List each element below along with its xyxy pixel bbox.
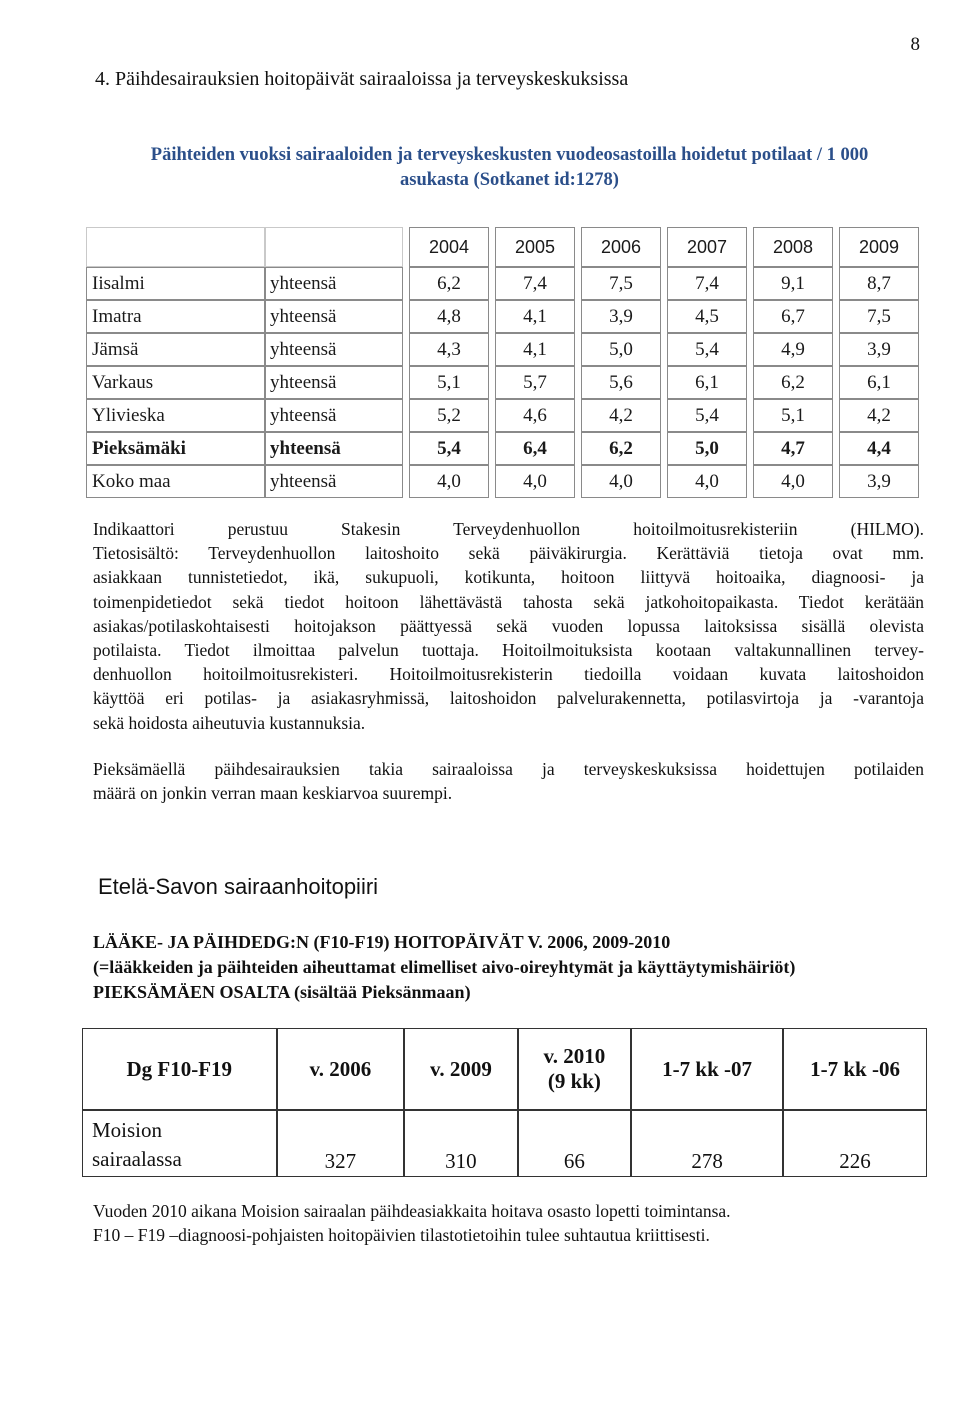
value-cell: 66: [518, 1110, 631, 1177]
value-cell: 4,6: [495, 399, 575, 432]
value-cell: 3,9: [839, 465, 919, 498]
value-cell: 3,9: [581, 300, 661, 333]
city-cell: Jämsä: [86, 333, 265, 366]
dg-header: v. 2006: [277, 1028, 405, 1110]
dg-header-line: (9 kk): [547, 1069, 601, 1093]
value-cell: 4,3: [409, 333, 489, 366]
total-label-cell: yhteensä: [265, 333, 403, 366]
paragraph-line: käyttöä eri potilas- ja asiakasryhmissä, laitoshoidon palvelurakennetta, potilasvirtoja ja -varantoja: [93, 688, 924, 709]
value-cell: 5,1: [753, 399, 833, 432]
value-cell: 6,7: [753, 300, 833, 333]
value-cell: 5,4: [409, 432, 489, 465]
total-label-cell: yhteensä: [265, 399, 403, 432]
value-cell: 5,4: [667, 333, 747, 366]
value-cell: 7,4: [667, 267, 747, 300]
dg-header: 1-7 kk -07: [631, 1028, 783, 1110]
dg-title-line: LÄÄKE- JA PÄIHDEDG:N (F10-F19) HOITOPÄIVÄT V. 2006, 2009-2010: [93, 932, 671, 952]
caption-line: asukasta (Sotkanet id:1278): [400, 170, 619, 190]
value-cell: 4,0: [581, 465, 661, 498]
value-cell: 4,1: [495, 300, 575, 333]
value-cell: 6,2: [581, 432, 661, 465]
value-cell: 4,9: [753, 333, 833, 366]
total-label-cell: yhteensä: [265, 465, 403, 498]
dg-header: [518, 1028, 631, 1110]
value-cell: 4,1: [495, 333, 575, 366]
header-blank-cell: [86, 227, 265, 267]
city-cell: Varkaus: [86, 366, 265, 399]
paragraph-line: denhuollon hoitoilmoitusrekisteri. Hoitoilmoitusrekisterin tiedoilla voidaan kuvata laitoshoidon: [93, 664, 924, 685]
value-cell: 4,0: [409, 465, 489, 498]
table-row: [82, 1110, 927, 1177]
value-cell: 327: [277, 1110, 405, 1177]
table-row: [86, 300, 919, 333]
dg-header: 1-7 kk -06: [783, 1028, 927, 1110]
value-cell: 6,2: [409, 267, 489, 300]
dg-header-line: v. 2010: [543, 1044, 606, 1068]
paragraph-line: asiakas/potilaskohtaisesti hoitojakson päättyessä sekä vuoden lopussa laitoksissa sisällä olevista: [93, 615, 924, 636]
value-cell: 310: [404, 1110, 517, 1177]
value-cell: 278: [631, 1110, 783, 1177]
city-cell: Imatra: [86, 300, 265, 333]
value-cell: 4,2: [581, 399, 661, 432]
city-cell: Iisalmi: [86, 267, 265, 300]
value-cell: 4,7: [753, 432, 833, 465]
total-label-cell: yhteensä: [265, 267, 403, 300]
value-cell: 4,2: [839, 399, 919, 432]
value-cell: 5,0: [667, 432, 747, 465]
city-cell: Koko maa: [86, 465, 265, 498]
dg-days-table: [82, 1028, 927, 1177]
dg-title-line: (=lääkkeiden ja päihteiden aiheuttamat elimelliset aivo-oireyhtymät ja käyttäytymishäiriöt): [93, 957, 796, 977]
total-label-cell: yhteensä: [265, 366, 403, 399]
value-cell: 6,2: [753, 366, 833, 399]
value-cell: 4,5: [667, 300, 747, 333]
table-row: [86, 267, 919, 300]
row-label: [82, 1110, 277, 1177]
value-cell: 4,8: [409, 300, 489, 333]
pieksamaki-summary: [93, 757, 924, 805]
value-cell: 7,5: [581, 267, 661, 300]
note-line: F10 – F19 –diagnoosi-pohjaisten hoitopäivien tilastotietoihin tulee suhtautua kriittisesti.: [93, 1225, 710, 1245]
dg-title-line: PIEKSÄMÄEN OSALTA (sisältää Pieksänmaan): [93, 982, 471, 1002]
sotkanet-table: [86, 227, 919, 498]
table-caption: [96, 143, 923, 193]
value-cell: 4,4: [839, 432, 919, 465]
notes: [93, 1199, 731, 1247]
paragraph-line: sekä hoidosta aiheutuvia kustannuksia.: [93, 712, 366, 733]
city-cell: Ylivieska: [86, 399, 265, 432]
value-cell: 7,5: [839, 300, 919, 333]
value-cell: 8,7: [839, 267, 919, 300]
paragraph-line: Tietosisältö: Terveydenhuollon laitoshoito sekä päiväkirurgia. Kerättäviä tietoja ovat mm.: [93, 543, 924, 564]
dg-title: [93, 930, 795, 1005]
note-line: Vuoden 2010 aikana Moision sairaalan päihdeasiakkaita hoitava osasto lopetti toimintansa.: [93, 1201, 731, 1221]
value-cell: 5,7: [495, 366, 575, 399]
value-cell: 5,6: [581, 366, 661, 399]
paragraph-line: potilaista. Tiedot ilmoittaa palvelun tuottaja. Hoitoilmoituksista kootaan valtakunnallinen tervey-: [93, 640, 924, 661]
paragraph-line: toimenpidetiedot sekä tiedot hoitoon lähettävästä tahosta sekä jatkohoitopaikasta. Tiedot kerätään: [93, 591, 924, 612]
value-cell: 5,1: [409, 366, 489, 399]
indicator-description: [93, 517, 924, 735]
value-cell: 5,0: [581, 333, 661, 366]
section-heading: 4. Päihdesairauksien hoitopäivät sairaaloissa ja terveyskeskuksissa: [95, 68, 629, 90]
table-row: [86, 399, 919, 432]
page-number: 8: [910, 34, 920, 55]
year-header: 2009: [839, 227, 919, 267]
year-header: 2008: [753, 227, 833, 267]
year-header: 2004: [409, 227, 489, 267]
value-cell: 6,1: [667, 366, 747, 399]
table-row: [86, 366, 919, 399]
year-header: 2006: [581, 227, 661, 267]
total-label-cell: yhteensä: [265, 432, 403, 465]
district-title: Etelä-Savon sairaanhoitopiiri: [98, 874, 379, 899]
caption-line: Päihteiden vuoksi sairaaloiden ja terveyskeskusten vuodeosastoilla hoidetut potilaat / 1 000: [150, 145, 869, 165]
value-cell: 6,1: [839, 366, 919, 399]
dg-header: Dg F10-F19: [82, 1028, 277, 1110]
table-row: [86, 333, 919, 366]
year-header: 2007: [667, 227, 747, 267]
value-cell: 5,2: [409, 399, 489, 432]
paragraph-line: Indikaattori perustuu Stakesin Terveydenhuollon hoitoilmoitusrekisteriin (HILMO).: [93, 519, 924, 539]
city-cell: Pieksämäki: [86, 432, 265, 465]
value-cell: 9,1: [753, 267, 833, 300]
paragraph-line: määrä on jonkin verran maan keskiarvoa suurempi.: [93, 783, 453, 804]
table-header-row: [82, 1028, 927, 1110]
table-row: [86, 432, 919, 465]
row-label-line: sairaalassa: [92, 1147, 182, 1171]
dg-header: v. 2009: [404, 1028, 517, 1110]
value-cell: 4,0: [667, 465, 747, 498]
value-cell: 4,0: [753, 465, 833, 498]
value-cell: 3,9: [839, 333, 919, 366]
header-blank-cell: [265, 227, 403, 267]
table-row: [86, 465, 919, 498]
value-cell: 7,4: [495, 267, 575, 300]
table-header-row: [86, 227, 919, 267]
row-label-line: Moision: [92, 1118, 163, 1142]
value-cell: 4,0: [495, 465, 575, 498]
value-cell: 6,4: [495, 432, 575, 465]
paragraph-line: Pieksämäellä päihdesairauksien takia sairaaloissa ja terveyskeskuksissa hoidettujen potilaiden: [93, 759, 924, 779]
value-cell: 5,4: [667, 399, 747, 432]
value-cell: 226: [783, 1110, 927, 1177]
year-header: 2005: [495, 227, 575, 267]
total-label-cell: yhteensä: [265, 300, 403, 333]
paragraph-line: asiakkaan tunnistetiedot, ikä, sukupuoli, kotikunta, hoitoon liittyvä hoitoaika, diagnoosi- ja: [93, 567, 924, 588]
